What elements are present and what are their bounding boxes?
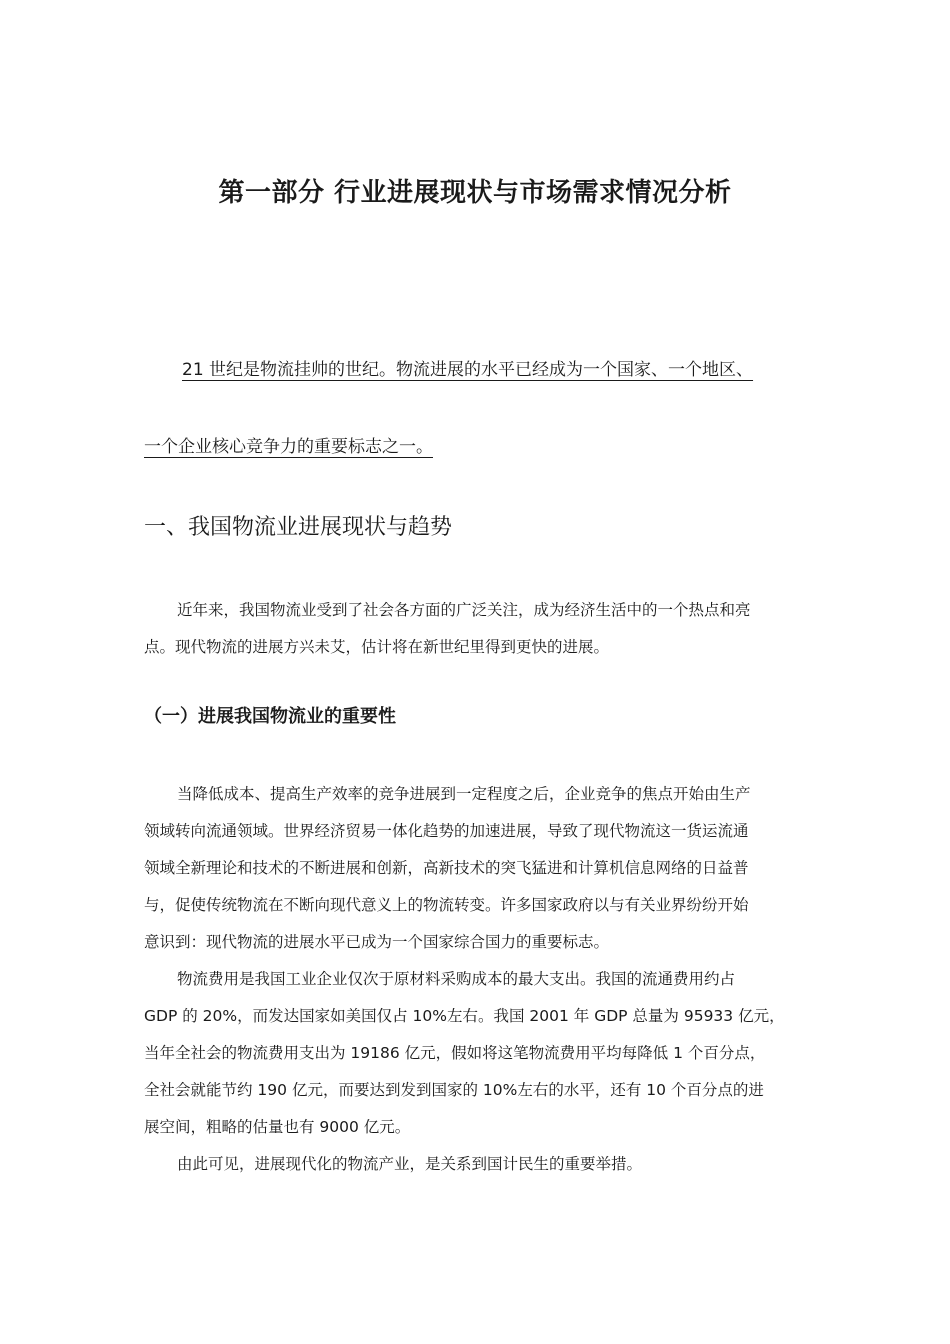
subsection-paragraph-2 <box>144 961 814 1146</box>
paragraph-line: 当年全社会的物流费用支出为 19186 亿元，假如将这笔物流费用平均每降低 1 个百分点， <box>144 1044 766 1062</box>
paragraph-line: 展空间，粗略的估量也有 9000 亿元。 <box>144 1118 411 1136</box>
paragraph-line: GDP 的 20%，而发达国家如美国仅占 10%左右。我国 2001 年 GDP 总量为 95933 亿元， <box>144 1007 785 1025</box>
paragraph-line: 与，促使传统物流在不断向现代意义上的物流转变。许多国家政府以与有关业界纷纷开始 <box>144 896 749 914</box>
paragraph-line: 领域转向流通领域。世界经济贸易一体化趋势的加速进展，导致了现代物流这一货运流通 <box>144 822 749 840</box>
paragraph-line: 全社会就能节约 190 亿元，而要达到发到国家的 10%左右的水平，还有 10 个百分点的进 <box>144 1081 764 1099</box>
subsection-heading: （一）进展我国物流业的重要性 <box>144 706 396 727</box>
paragraph-line: 意识到：现代物流的进展水平已成为一个国家综合国力的重要标志。 <box>144 933 610 951</box>
intro-line-1: 21 世纪是物流挂帅的世纪。物流进展的水平已经成为一个国家、一个地区、 <box>182 360 754 380</box>
paragraph-line: 当降低成本、提高生产效率的竞争进展到一定程度之后，企业竞争的焦点开始由生产 <box>177 785 751 803</box>
section-paragraph <box>144 592 814 666</box>
intro-line-2: 一个企业核心竞争力的重要标志之一。 <box>144 437 433 457</box>
document-title: 第一部分 行业进展现状与市场需求情况分析 <box>218 178 732 208</box>
section-heading: 一、我国物流业进展现状与趋势 <box>144 515 453 540</box>
paragraph-line: 领域全新理论和技术的不断进展和创新，高新技术的突飞猛进和计算机信息网络的日益普 <box>144 859 749 877</box>
paragraph-line: 由此可见，进展现代化的物流产业，是关系到国计民生的重要举措。 <box>177 1155 643 1173</box>
subsection-paragraph-1 <box>144 776 814 961</box>
paragraph-line: 物流费用是我国工业企业仅次于原材料采购成本的最大支出。我国的流通费用约占 <box>177 970 736 988</box>
paragraph-line: 点。现代物流的进展方兴未艾，估计将在新世纪里得到更快的进展。 <box>144 638 610 656</box>
paragraph-line: 近年来，我国物流业受到了社会各方面的广泛关注，成为经济生活中的一个热点和亮 <box>177 601 751 619</box>
subsection-paragraph-3 <box>144 1146 814 1183</box>
